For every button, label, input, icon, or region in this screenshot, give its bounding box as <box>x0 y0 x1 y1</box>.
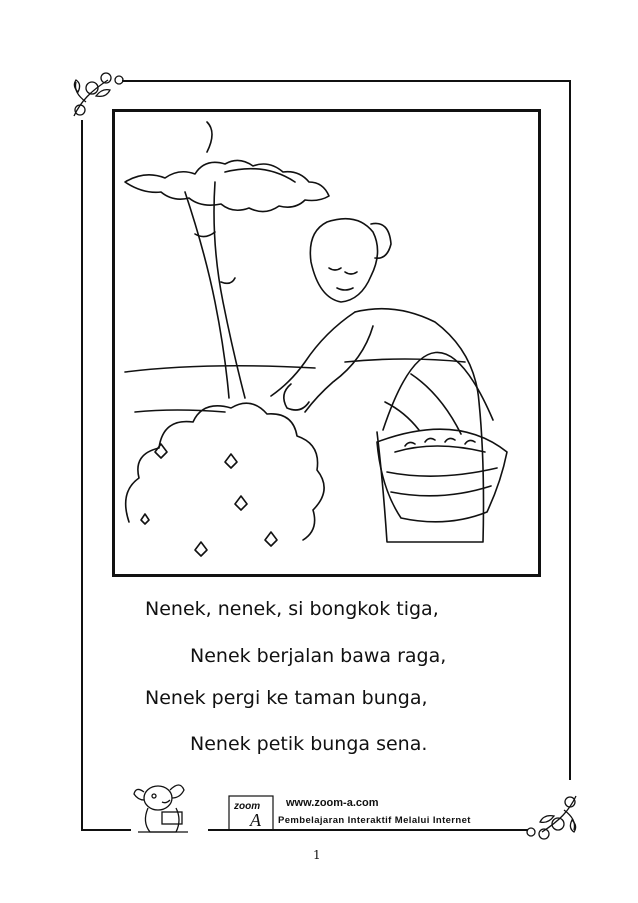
frame-top-line <box>122 80 570 82</box>
frame-left-line <box>81 120 83 830</box>
site-tagline: Pembelajaran Interaktif Melalui Internet <box>278 815 471 826</box>
tree-icon <box>125 122 329 398</box>
flower-corner-icon <box>520 786 584 846</box>
basket-icon <box>377 352 507 521</box>
poem-line-4: Nenek petik bunga sena. <box>190 733 428 755</box>
illustration <box>115 112 538 574</box>
poem-line-3: Nenek pergi ke taman bunga, <box>145 687 428 709</box>
illustration-frame <box>112 109 541 577</box>
poem-line-2: Nenek berjalan bawa raga, <box>190 645 447 667</box>
grandmother-icon <box>271 219 484 542</box>
frame-bottom-line <box>81 829 131 831</box>
poem-line-1: Nenek, nenek, si bongkok tiga, <box>145 598 439 620</box>
zoom-logo <box>228 795 274 831</box>
page-number: 1 <box>313 848 321 862</box>
flower-bush-icon <box>126 403 324 556</box>
frame-right-line <box>569 80 571 780</box>
mascot-icon <box>128 778 198 840</box>
site-url[interactable]: www.zoom-a.com <box>286 797 379 809</box>
logo-letter: A <box>250 810 261 830</box>
logo-text: zoom <box>234 801 261 812</box>
